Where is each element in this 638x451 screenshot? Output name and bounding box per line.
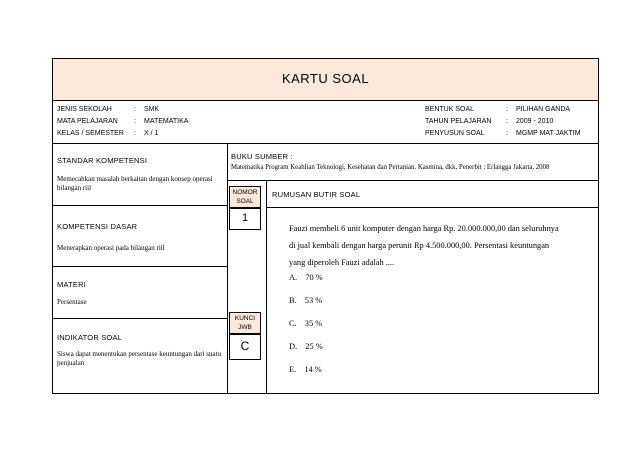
materi-title: MATERI: [57, 280, 86, 289]
indikator-text: Siswa dapat menentukan persentase keuntungan dari suatu penjualan: [57, 350, 222, 367]
info-label-author: PENYUSUN SOAL: [425, 130, 485, 137]
card-title: KARTU SOAL: [281, 71, 370, 86]
nomor-label-line1: NOMOR: [232, 189, 258, 196]
option-text: 53 %: [304, 296, 323, 305]
info-colon: :: [134, 130, 136, 137]
question-line-3: yang diperoleh Fauzi adalah ....: [289, 258, 395, 267]
info-value-author: MGMP MAT JAKTIM: [516, 130, 581, 137]
option-d: [289, 342, 323, 351]
divider: [266, 180, 267, 393]
sk-text: Memecahkan masalah berkaitan dengan konsep operasi bilangan riil: [57, 175, 213, 192]
option-letter: B.: [289, 296, 297, 305]
info-colon: :: [506, 130, 508, 137]
indikator-title: INDIKATOR SOAL: [57, 333, 123, 342]
info-colon: :: [134, 118, 136, 125]
question-line-1: Fauzi membeli 6 unit komputer dengan harga Rp. 20.000.000,00 dan seluruhnya: [289, 224, 559, 233]
info-value-school: SMK: [144, 106, 160, 113]
materi-text: Persentase: [57, 298, 87, 306]
option-letter: C.: [289, 319, 297, 328]
divider: [266, 207, 598, 208]
option-e: [289, 365, 322, 374]
option-letter: E.: [289, 365, 297, 374]
kunci-value: C: [240, 339, 250, 353]
nomor-value-box: [229, 208, 261, 230]
option-letter: D.: [289, 342, 298, 351]
info-value-form: PILIHAN GANDA: [516, 106, 571, 113]
info-label-school: JENIS SEKOLAH: [57, 106, 112, 113]
info-colon: :: [506, 106, 508, 113]
divider: [53, 143, 598, 144]
sk-title: STANDAR KOMPETENSI: [57, 156, 148, 165]
option-text: 14 %: [304, 365, 322, 374]
option-text: 70 %: [305, 273, 323, 282]
divider: [53, 205, 227, 206]
divider: [227, 180, 598, 181]
divider: [53, 266, 227, 267]
option-letter: A.: [289, 273, 298, 282]
option-a: [289, 273, 323, 282]
source-title: BUKU SUMBER :: [231, 152, 293, 161]
kunci-label-line2: JWB: [238, 324, 252, 331]
nomor-label-box: [229, 186, 261, 208]
divider: [53, 318, 227, 319]
info-label-class: KELAS / SEMESTER: [57, 130, 124, 137]
kunci-value-box: [229, 334, 261, 360]
question-title: RUMUSAN BUTIR SOAL: [272, 190, 361, 199]
nomor-value: 1: [241, 212, 249, 224]
kunci-label-box: [229, 312, 261, 334]
info-label-subject: MATA PELAJARAN: [57, 118, 118, 125]
info-value-year: 2009 - 2010: [516, 118, 554, 125]
info-label-form: BENTUK SOAL: [425, 106, 475, 113]
kd-text: Menerapkan operasi pada bilangan riil: [57, 244, 165, 252]
option-text: 25 %: [305, 342, 323, 351]
info-colon: :: [134, 106, 136, 113]
nomor-label-line2: SOAL: [236, 198, 254, 205]
option-b: [289, 296, 322, 305]
info-value-subject: MATEMATIKA: [144, 118, 189, 125]
question-line-2: di jual kembali dengan harga perunit Rp 4.500.000,00. Persentasi keuntungan: [289, 241, 550, 250]
option-c: [289, 319, 322, 328]
kd-title: KOMPETENSI DASAR: [57, 222, 138, 231]
kunci-label-line1: KUNCI: [234, 315, 256, 322]
info-colon: :: [506, 118, 508, 125]
source-text: Matematika Program Keahlian Teknologi, Kesehatan dan Pertanian. Kasmina, dkk, Penerbit : Erlangga Jakarta, 2008: [231, 164, 550, 171]
info-label-year: TAHUN PELAJARAN: [425, 118, 492, 125]
option-text: 35 %: [304, 319, 323, 328]
info-value-class: X / 1: [144, 130, 159, 137]
